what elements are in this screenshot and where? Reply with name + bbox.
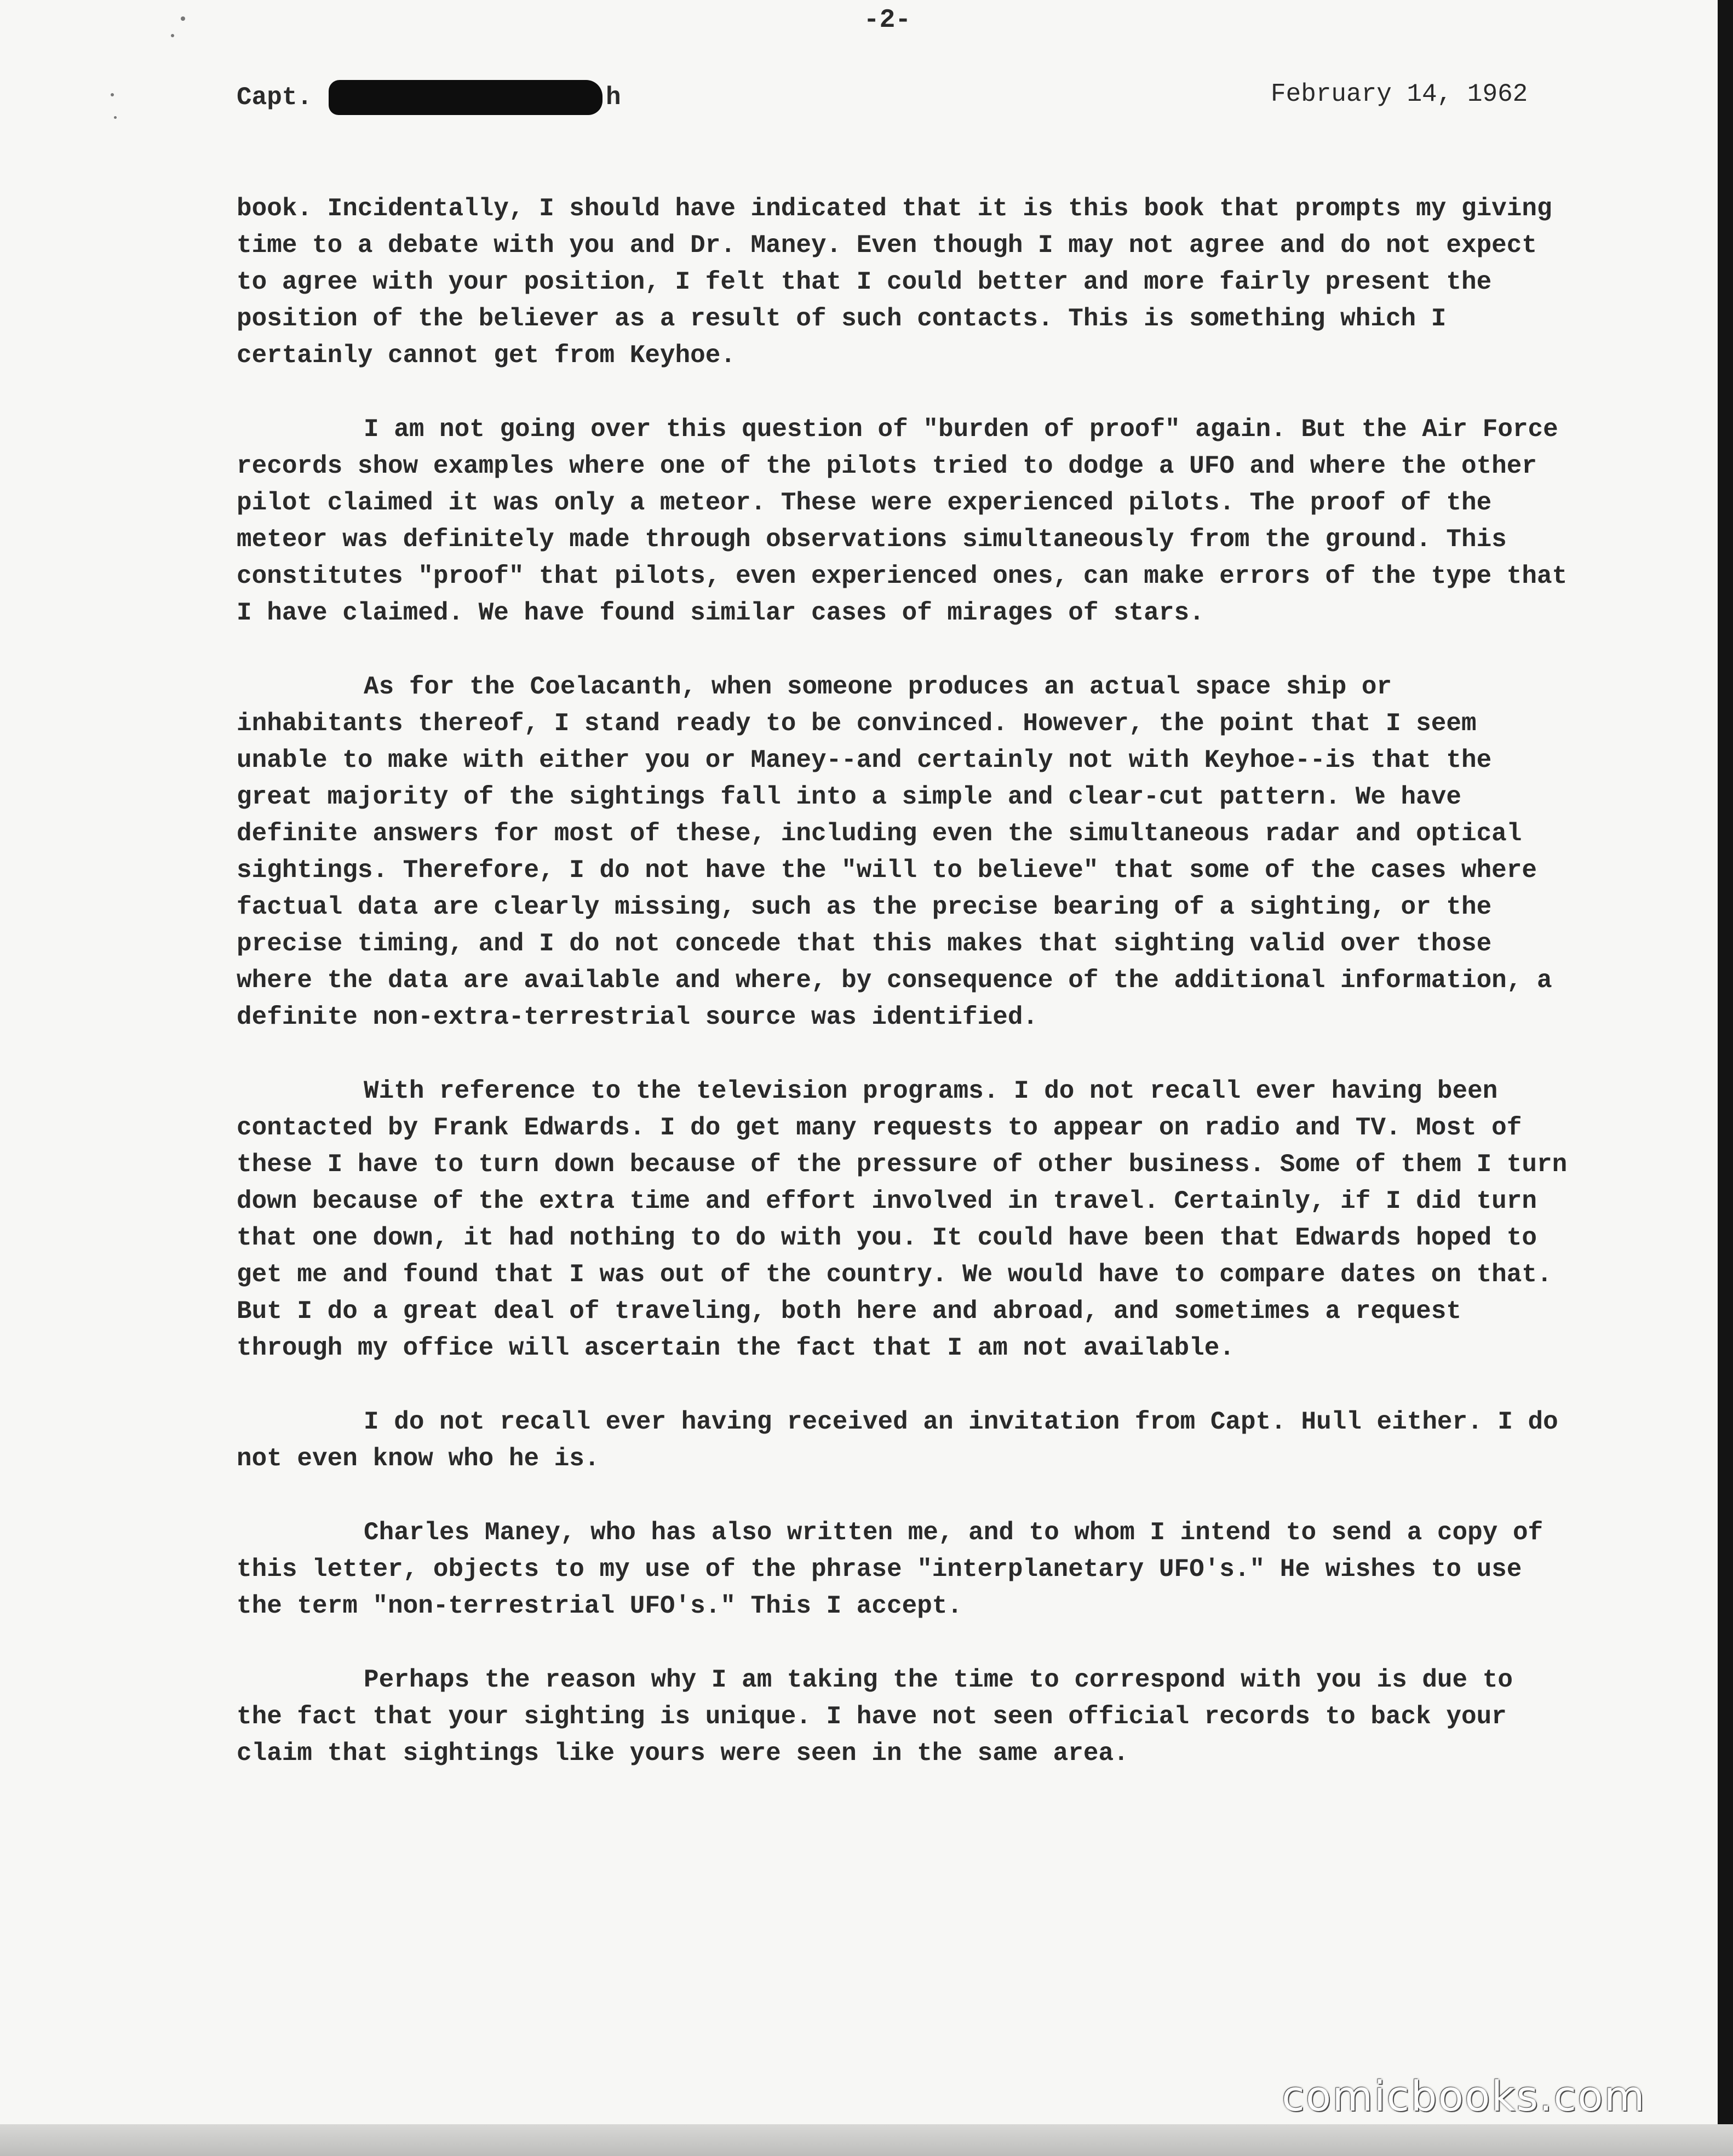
speck [111, 93, 114, 96]
letter-date: February 14, 1962 [1271, 80, 1528, 108]
addressee-trail: h [606, 83, 621, 112]
page-number: -2- [863, 5, 911, 35]
speck [181, 16, 185, 21]
addressee-line [237, 80, 621, 115]
paragraph: I do not recall ever having received an invitation from Capt. Hull either. I do not even know who he is. [237, 1408, 1558, 1473]
scan-edge [1718, 0, 1733, 2156]
redaction-mark [329, 80, 602, 115]
addressee-title: Capt. [237, 83, 313, 112]
paragraph: I am not going over this question of "burden of proof" again. But the Air Force records show examples where one of the pilots tried to dodge a UFO and where the other pilot claimed it was only a meteor. These were experienced pilots. The proof of the meteor was definitely made through observations simultaneously from the ground. This constitutes "proof" that pilots, even experienced ones, can make errors of the type that I have claimed. We have found similar cases of mirages of stars. [237, 415, 1568, 627]
paragraph: Perhaps the reason why I am taking the time to correspond with you is due to the fact that your sighting is unique. I have not seen official records to back your claim that sightings like yours were seen in the same area. [237, 1666, 1513, 1768]
paragraph: book. Incidentally, I should have indicated that it is this book that prompts my giving time to a debate with you and Dr. Maney. Even though I may not agree and do not expect to agree with your position, I felt that I could better and more fairly present the position of the believer as a result of such contacts. This is something which I certainly cannot get from Keyhoe. [237, 194, 1552, 370]
speck [114, 116, 117, 119]
watermark: comicbooks.com [1282, 2072, 1646, 2120]
paragraph: As for the Coelacanth, when someone produces an actual space ship or inhabitants thereof, I stand ready to be convinced. However, the point that I seem unable to make with either you or Maney--and certainly not with Keyhoe--is that the great majority of the sightings fall into a simple and clear-cut pattern. We have definite answers for most of these, including even the simultaneous radar and optical sightings. Therefore, I do not have the "will to believe" that some of the cases where factual data are clearly missing, such as the precise bearing of a sighting, or the precise timing, and I do not concede that this makes that sighting valid over those where the data are available and where, by consequence of the additional information, a definite non-extra-terrestrial source was identified. [237, 673, 1552, 1031]
scan-bottom-strip [0, 2124, 1733, 2156]
speck [171, 34, 174, 37]
letter-body [237, 191, 1573, 1809]
paragraph: Charles Maney, who has also written me, and to whom I intend to send a copy of this letter, objects to my use of the phrase "interplanetary UFO's." He wishes to use the term "non-terrestrial UFO's." This I accept. [237, 1518, 1543, 1620]
paragraph: With reference to the television programs. I do not recall ever having been contacted by Frank Edwards. I do get many requests to appear on radio and TV. Most of these I have to turn down because of the pressure of other business. Some of them I turn down because of the extra time and effort involved in travel. Certainly, if I did turn that one down, it had nothing to do with you. It could have been that Edwards hoped to get me and found that I was out of the country. We would have to compare dates on that. But I do a great deal of traveling, both here and abroad, and sometimes a request through my office will ascertain the fact that I am not available. [237, 1077, 1568, 1362]
